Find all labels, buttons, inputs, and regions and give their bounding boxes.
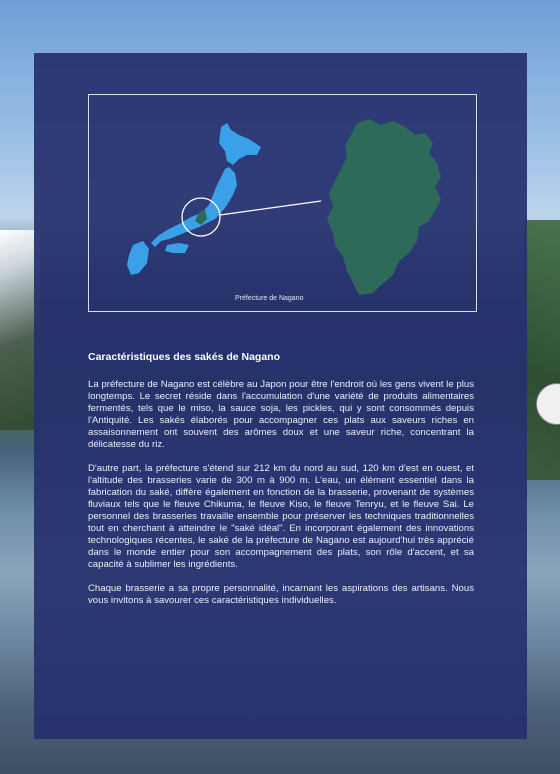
paragraph-2: D'autre part, la préfecture s'étend sur 212 km du nord au sud, 120 km d'est en ouest, et l'altitude des brasseries varie de 300 m à 900 m. L'eau, un élément essentiel dans la fabrication du saké, diffère également en fonction de la brasserie, provenant de systèmes fluviaux tels que le fleuve Chikuma, le fleuve Kiso, le fleuve Tenryu, et le fleuve Sai. Le personnel des brasseries travaille ensemble pour préserver les techniques traditionnelles tout en cherchant à atteindre le "saké idéal". En incorporant également des innovations technologiques récentes, le saké de la préfecture de Nagano est aujourd'hui très apprécié dans le monde entier pour son accompagnement des plats, son rôle d'accent, et sa capacité à sublimer les ingrédients.: [88, 463, 474, 570]
section-title: Caractéristiques des sakés de Nagano: [88, 351, 281, 363]
article-body: [88, 351, 474, 619]
japan-map: [89, 95, 478, 313]
paragraph-1: La préfecture de Nagano est célèbre au Japon pour être l'endroit où les gens vivent le plus longtemps. Le secret réside dans l'accumulation d'une variété de produits alimentaires fermentés, tels que le miso, la sauce soja, les pickles, qui y sont consommés depuis l'Antiquité. Les sakés élaborés pour accompagner ces plats aux saveurs riches en assaisonnement ont souvent des arômes doux et une saveur riche, concentrant la délicatesse du riz.: [88, 379, 474, 450]
paragraph-3: Chaque brasserie a sa propre personnalité, incarnant les aspirations des artisans. Nous vous invitons à savourer ces caractéristiques individuelles.: [88, 583, 474, 606]
nagano-prefecture-icon: [327, 119, 441, 295]
map-frame: [88, 94, 477, 312]
mountain-right: [524, 220, 560, 480]
connector-line: [220, 201, 321, 215]
content-panel: [34, 53, 527, 739]
map-caption: Préfecture de Nagano: [235, 295, 304, 302]
